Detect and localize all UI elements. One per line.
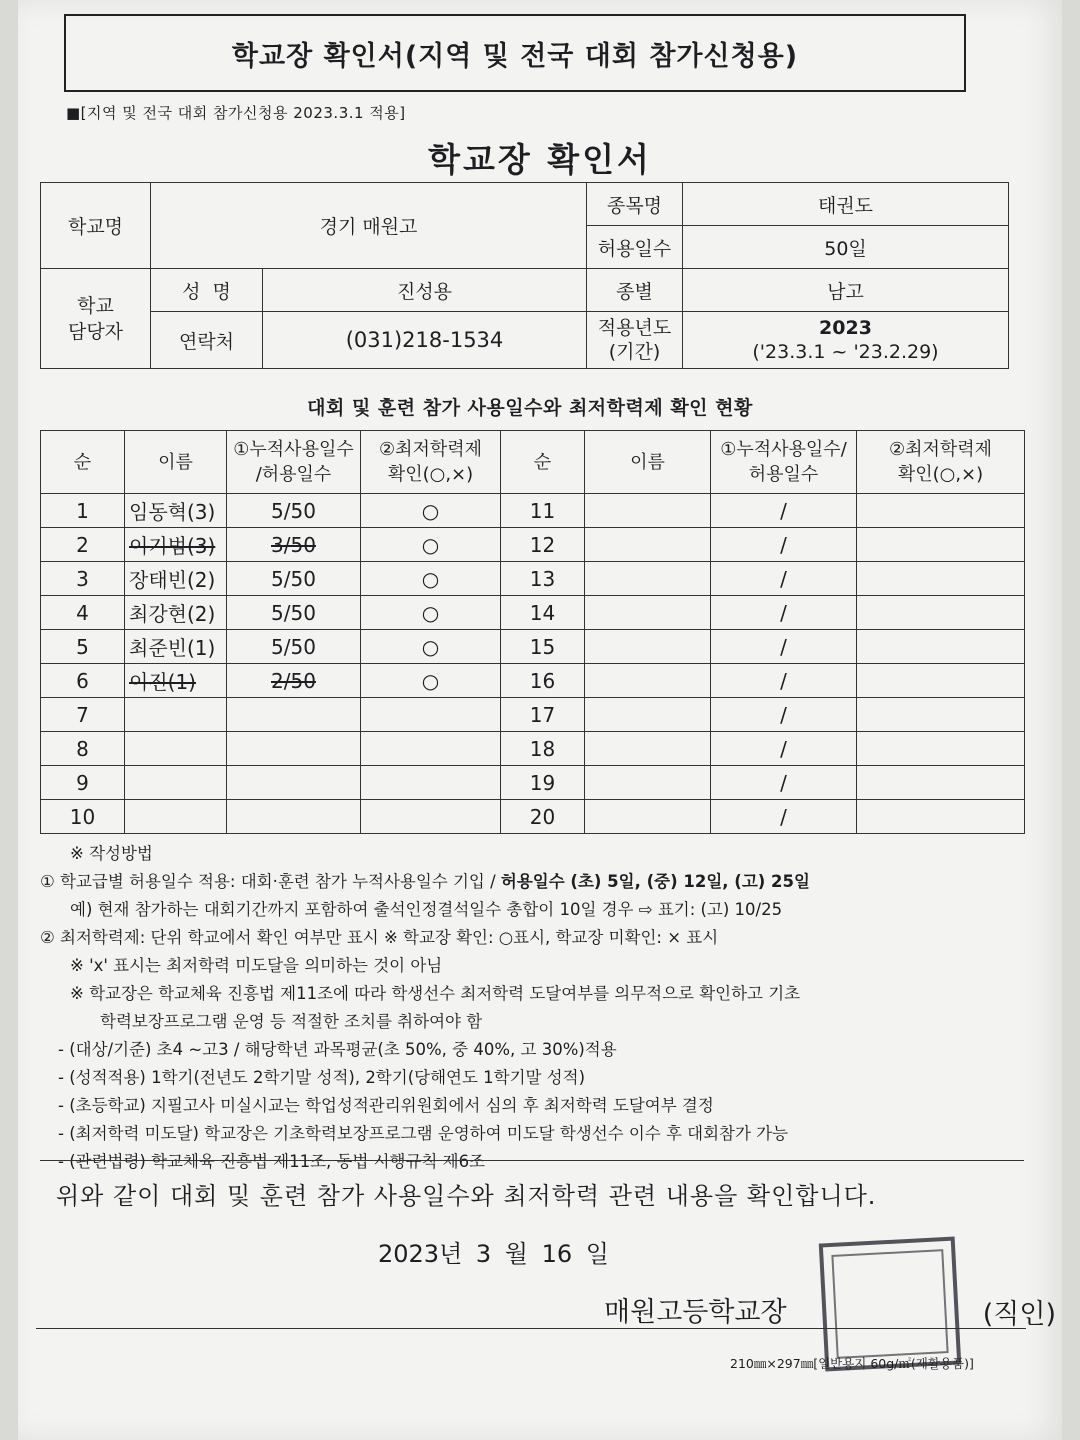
row-days [227, 766, 361, 800]
table-row [41, 596, 1025, 630]
row-days [227, 800, 361, 834]
confirmation-text: 위와 같이 대회 및 훈련 참가 사용일수와 최저학력 관련 내용을 확인합니다. [56, 1182, 877, 1210]
row-no-2: 11 [501, 494, 585, 528]
instructions [40, 840, 1030, 1176]
row-name-struck: 이진(1) [125, 664, 227, 698]
year-label: 적용년도 (기간) [587, 312, 683, 369]
row-name: 최강현(2) [125, 596, 227, 630]
row-days-2: / [711, 766, 857, 800]
row-days-2: / [711, 494, 857, 528]
row-no: 8 [41, 732, 125, 766]
row-no-2: 14 [501, 596, 585, 630]
row-name-2 [585, 596, 711, 630]
row-no: 10 [41, 800, 125, 834]
instruction-1 [40, 868, 1030, 896]
row-name-2 [585, 698, 711, 732]
row-check-2 [857, 800, 1025, 834]
row-days: 5/50 [227, 596, 361, 630]
status-table [40, 430, 1025, 834]
row-check [361, 800, 501, 834]
row-name-2 [585, 528, 711, 562]
note-x-mark: ※ 'x' 표시는 최저학력 미도달을 의미하는 것이 아님 [70, 956, 443, 975]
event-label: 종목명 [587, 183, 683, 226]
row-days [227, 732, 361, 766]
row-check: ○ [361, 630, 501, 664]
row-no-2: 15 [501, 630, 585, 664]
instruction-1-bold: 허용일수 (초) 5일, (중) 12일, (고) 25일 [500, 872, 810, 891]
row-check [361, 698, 501, 732]
year-value: 2023 [819, 317, 872, 339]
principal-signature: 매원고등학교장 [604, 1297, 787, 1328]
row-no-2: 16 [501, 664, 585, 698]
row-no-2: 17 [501, 698, 585, 732]
year-cell [683, 312, 1009, 369]
row-check-2 [857, 766, 1025, 800]
row-days-2: / [711, 664, 857, 698]
note-law-1: ※ 학교장은 학교체육 진흥법 제11조에 따라 학생선수 최저학력 도달여부를 의무적으로 확인하고 기초 [70, 984, 801, 1003]
row-name-struck: 이기범(3) [125, 528, 227, 562]
row-days: 5/50 [227, 494, 361, 528]
dash-item: - (대상/기준) 초4 ~고3 / 해당학년 과목평균(초 50%, 중 40%, 고 30%)적용 [58, 1040, 617, 1059]
instruction-1-text: ① 학교급별 허용일수 적용: 대회·훈련 참가 누적사용일수 기입 / [40, 872, 501, 891]
gender-label: 종별 [587, 269, 683, 312]
allowed-days-value: 50일 [683, 226, 1009, 269]
table-row [41, 698, 1025, 732]
row-days-2: / [711, 528, 857, 562]
document-title: 학교장 확인서 [428, 140, 652, 179]
row-days: 5/50 [227, 562, 361, 596]
col-header-no: 순 [41, 431, 125, 494]
row-name-2 [585, 732, 711, 766]
row-check-2 [857, 562, 1025, 596]
official-seal-stamp [819, 1237, 962, 1372]
row-days-2: / [711, 596, 857, 630]
dash-item: - (초등학교) 지필고사 미실시교는 학업성적관리위원회에서 심의 후 최저학력 도달여부 결정 [58, 1096, 714, 1115]
name-label: 성 명 [151, 269, 263, 312]
row-no-2: 20 [501, 800, 585, 834]
row-check-2 [857, 698, 1025, 732]
col-header-check: ②최저학력제 확인(○,×) [361, 431, 501, 494]
date-text: 2023년 3 월 16 일 [378, 1240, 609, 1268]
row-name-2 [585, 766, 711, 800]
col-header-no-2: 순 [501, 431, 585, 494]
col-header-name-2: 이름 [585, 431, 711, 494]
dash-item: - (최저학력 미도달) 학교장은 기초학력보장프로그램 운영하여 미도달 학생선수 이수 후 대회참가 가능 [58, 1124, 789, 1143]
row-no-2: 12 [501, 528, 585, 562]
row-check-2 [857, 596, 1025, 630]
dash-item: - (관련법령) 학교체육 진흥법 제11조, 동법 시행규칙 제6조 [58, 1152, 485, 1171]
table-row [41, 528, 1025, 562]
row-days-struck: 2/50 [227, 664, 361, 698]
school-name-value: 경기 매원고 [151, 183, 587, 269]
instruction-2: ② 최저학력제: 단위 학교에서 확인 여부만 표시 ※ 학교장 확인: ○표시, 학교장 미확인: × 표시 [40, 928, 719, 947]
table-row [41, 494, 1025, 528]
divider [40, 1160, 1024, 1161]
row-check [361, 766, 501, 800]
row-check: ○ [361, 596, 501, 630]
row-name [125, 766, 227, 800]
row-check-2 [857, 732, 1025, 766]
table-row [41, 766, 1025, 800]
row-no: 1 [41, 494, 125, 528]
row-check: ○ [361, 664, 501, 698]
paper-spec-footnote: 210㎜×297㎜[일반용지 60g/㎡(재활용품)] [730, 1356, 974, 1371]
contact-value: (031)218-1534 [263, 312, 587, 369]
row-no: 3 [41, 562, 125, 596]
allowed-days-label: 허용일수 [587, 226, 683, 269]
row-name-2 [585, 494, 711, 528]
row-days-2: / [711, 562, 857, 596]
row-name: 최준빈(1) [125, 630, 227, 664]
school-info-table [40, 182, 1009, 369]
col-header-days-2: ①누적사용일수/ 허용일수 [711, 431, 857, 494]
applied-note: ■[지역 및 전국 대회 참가신청용 2023.3.1 적용] [66, 104, 406, 122]
row-no-2: 19 [501, 766, 585, 800]
row-days-2: / [711, 800, 857, 834]
contact-label: 연락처 [151, 312, 263, 369]
row-no: 7 [41, 698, 125, 732]
table-row [41, 800, 1025, 834]
row-check: ○ [361, 562, 501, 596]
table-row [41, 732, 1025, 766]
row-days-2: / [711, 630, 857, 664]
row-days [227, 698, 361, 732]
row-no: 4 [41, 596, 125, 630]
note-law-2: 학력보장프로그램 운영 등 적절한 조치를 취하여야 함 [100, 1012, 483, 1031]
section-title: 대회 및 훈련 참가 사용일수와 최저학력제 확인 현황 [307, 397, 753, 419]
table-row [41, 664, 1025, 698]
banner-title: 학교장 확인서(지역 및 전국 대회 참가신청용) [64, 14, 966, 92]
event-value: 태권도 [683, 183, 1009, 226]
instructions-heading: ※ 작성방법 [70, 844, 153, 863]
row-name-2 [585, 664, 711, 698]
row-no-2: 18 [501, 732, 585, 766]
school-name-label: 학교명 [41, 183, 151, 269]
row-name: 장태빈(2) [125, 562, 227, 596]
col-header-check-2: ②최저학력제 확인(○,×) [857, 431, 1025, 494]
row-no: 9 [41, 766, 125, 800]
row-name-2 [585, 630, 711, 664]
col-header-name: 이름 [125, 431, 227, 494]
row-check: ○ [361, 494, 501, 528]
row-no: 5 [41, 630, 125, 664]
row-name-2 [585, 562, 711, 596]
row-no: 6 [41, 664, 125, 698]
table-row [41, 562, 1025, 596]
row-days-2: / [711, 698, 857, 732]
row-days-struck: 3/50 [227, 528, 361, 562]
col-header-days: ①누적사용일수 /허용일수 [227, 431, 361, 494]
gender-value: 남고 [683, 269, 1009, 312]
row-name [125, 698, 227, 732]
row-days-2: / [711, 732, 857, 766]
table-row [41, 630, 1025, 664]
dash-item: - (성적적용) 1학기(전년도 2학기말 성적), 2학기(당해연도 1학기말 성적) [58, 1068, 586, 1087]
bottom-divider [36, 1328, 1026, 1329]
name-value: 진성용 [263, 269, 587, 312]
row-name [125, 800, 227, 834]
row-name: 임동혁(3) [125, 494, 227, 528]
row-name [125, 732, 227, 766]
row-no-2: 13 [501, 562, 585, 596]
row-check: ○ [361, 528, 501, 562]
instruction-1-example: 예) 현재 참가하는 대회기간까지 포함하여 출석인정결석일수 총합이 10일 경우 ⇨ 표기: (고) 10/25 [70, 900, 783, 919]
row-no: 2 [41, 528, 125, 562]
row-check-2 [857, 664, 1025, 698]
row-check-2 [857, 630, 1025, 664]
row-days: 5/50 [227, 630, 361, 664]
row-check-2 [857, 528, 1025, 562]
official-seal-inner [831, 1249, 948, 1359]
seal-label: (직인) [982, 1299, 1056, 1330]
row-check [361, 732, 501, 766]
row-check-2 [857, 494, 1025, 528]
manager-label: 학교 담당자 [41, 269, 151, 369]
row-name-2 [585, 800, 711, 834]
period-value: ('23.3.1 ~ '23.2.29) [752, 341, 939, 363]
